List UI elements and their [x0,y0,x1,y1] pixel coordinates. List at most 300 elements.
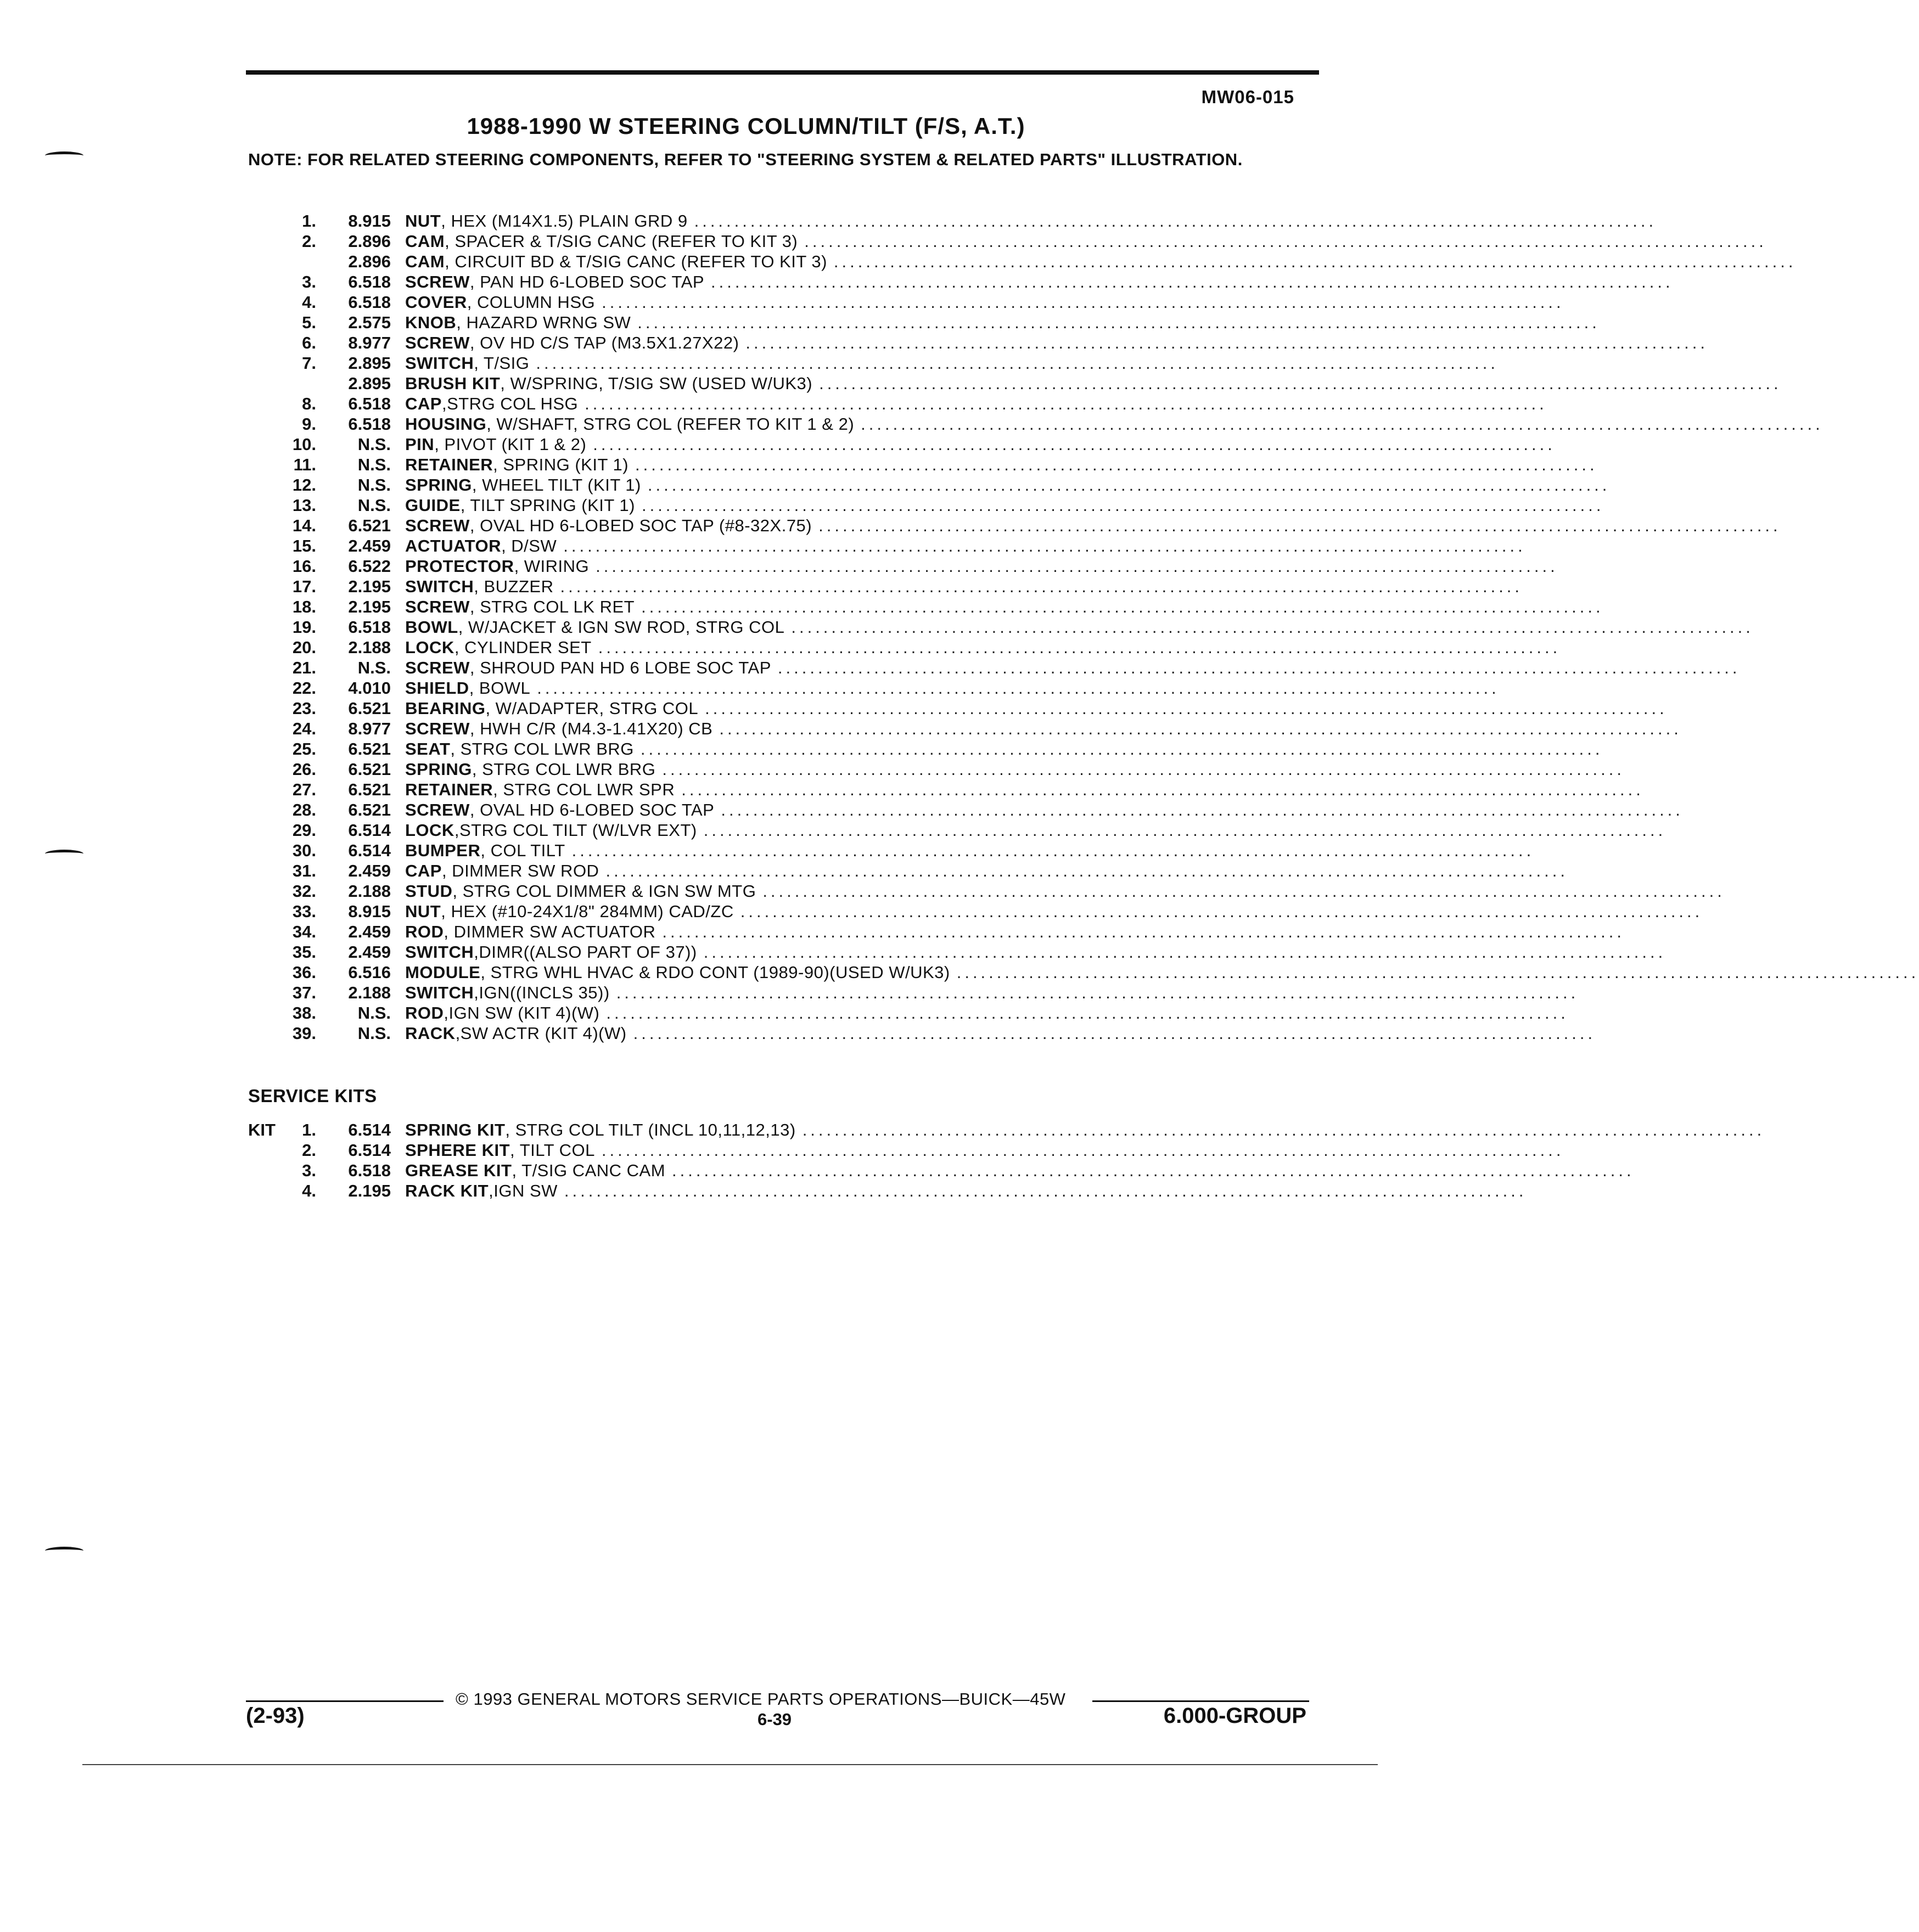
group-number: 2.575 [348,313,391,332]
leader-dots: ........................................................................................................................ [777,658,1741,677]
item-number: 7. [302,353,316,373]
part-row [248,637,1561,658]
part-row [248,495,1604,515]
group-number: 2.459 [348,942,391,962]
part-name: SPRING [405,475,472,495]
part-detail: , SHROUD PAN HD 6 LOBE SOC TAP [469,658,771,677]
part-row [248,211,1657,231]
part-row [248,901,1703,922]
part-description [405,901,1703,922]
part-detail: , HEX (M14X1.5) PLAIN GRD 9 [441,211,688,231]
part-name: HOUSING [405,414,487,434]
footer-rule-right [1092,1700,1309,1702]
part-description [405,678,1500,698]
part-description [405,231,1767,251]
leader-dots: ........................................................................................................................ [596,557,1558,576]
group-number: 6.514 [348,841,391,860]
leader-dots: ........................................................................................................................ [606,1003,1569,1023]
part-row [248,1160,1635,1181]
part-name: CAP [405,394,442,413]
leader-dots: ........................................................................................................................ [719,719,1682,738]
leader-dots: ........................................................................................................................ [601,1141,1564,1160]
part-detail: , SPRING (KIT 1) [493,455,629,474]
part-name: GREASE KIT [405,1161,512,1180]
leader-dots: ........................................................................................................................ [571,841,1535,860]
part-row [248,881,1725,901]
item-number: 6. [302,333,316,352]
part-name: MODULE [405,963,481,982]
group-number: 2.195 [348,1181,391,1200]
part-row [248,962,1919,982]
margin-mark [45,850,83,858]
part-detail: ,DIMR((ALSO PART OF 37)) [474,942,697,962]
part-row [248,556,1558,576]
group-number: 8.977 [348,719,391,738]
part-detail: , COLUMN HSG [467,293,596,312]
group-number: 8.915 [348,211,391,231]
item-number: 5. [302,313,316,332]
part-detail: , WHEEL TILT (KIT 1) [472,475,641,495]
part-detail: ,IGN SW (KIT 4)(W) [444,1003,600,1023]
group-number: 4.010 [348,678,391,698]
item-number: 17. [292,577,316,596]
bottom-rule [82,1764,1378,1765]
leader-dots: ........................................................................................................................ [681,780,1644,799]
group-number: 2.195 [348,577,391,596]
part-description [405,718,1682,739]
part-detail: ,IGN SW [489,1181,558,1200]
part-description [405,515,1781,536]
part-description [405,556,1558,576]
part-description [405,1140,1564,1160]
part-detail: , OVAL HD 6-LOBED SOC TAP (#8-32X.75) [469,516,812,535]
leader-dots: ........................................................................................................................ [633,1024,1596,1043]
part-description [405,1023,1596,1043]
group-number: N.S. [357,658,391,677]
group-number: 2.459 [348,861,391,880]
item-number: 3. [302,272,316,291]
part-name: STUD [405,881,453,901]
item-number: 39. [292,1024,316,1043]
part-description [405,982,1579,1003]
leader-dots: ........................................................................................................................ [635,455,1598,474]
part-description [405,454,1598,475]
item-number: 19. [292,617,316,637]
group-number: 6.518 [348,414,391,434]
group-number: 2.896 [348,232,391,251]
part-description [405,617,1754,637]
leader-dots: ........................................................................................................................ [818,516,1781,535]
part-description [405,475,1611,495]
part-name: SCREW [405,719,470,738]
part-detail: , WIRING [514,557,590,576]
leader-dots: ........................................................................................................................ [605,861,1568,880]
part-description [405,414,1823,434]
part-row [248,312,1600,333]
leader-dots: ........................................................................................................................ [694,211,1657,231]
leader-dots: ........................................................................................................................ [662,922,1625,941]
part-detail: , OVAL HD 6-LOBED SOC TAP [469,800,715,819]
part-description [405,881,1725,901]
part-description [405,1003,1569,1023]
part-name: KNOB [405,313,457,332]
item-number: 21. [292,658,316,677]
part-row [248,1023,1596,1043]
part-description [405,840,1535,861]
item-number: 36. [292,963,316,982]
part-detail: , STRG COL TILT (INCL 10,11,12,13) [505,1120,796,1139]
group-number: N.S. [357,435,391,454]
part-name: ROD [405,1003,444,1023]
part-name: SEAT [405,739,451,759]
part-row [248,251,1797,272]
item-number: 8. [302,394,316,413]
group-number: 6.521 [348,800,391,819]
part-row [248,942,1666,962]
group-number: 6.518 [348,293,391,312]
leader-dots: ........................................................................................................................ [804,232,1767,251]
part-name: SWITCH [405,577,474,596]
part-description [405,576,1523,597]
part-description [405,394,1547,414]
group-number: 2.459 [348,922,391,941]
part-row [248,759,1625,779]
part-description [405,211,1657,231]
part-detail: , T/SIG CANC CAM [512,1161,666,1180]
part-row [248,434,1556,454]
part-description [405,698,1668,718]
part-row [248,394,1547,414]
leader-dots: ........................................................................................................................ [647,475,1611,495]
part-description [405,373,1782,394]
part-row [248,1140,1564,1160]
part-description [405,495,1604,515]
part-detail: ,IGN((INCLS 35)) [474,983,610,1002]
item-number: 38. [292,1003,316,1023]
leader-dots: ........................................................................................................................ [721,800,1684,819]
part-row [248,1003,1569,1023]
group-number: 6.521 [348,780,391,799]
part-row [248,536,1526,556]
leader-dots: ........................................................................................................................ [564,1181,1527,1200]
leader-dots: ........................................................................................................................ [703,821,1666,840]
part-row [248,1120,1765,1140]
part-name: LOCK [405,821,454,840]
part-name: BUMPER [405,841,481,860]
part-name: SCREW [405,658,470,677]
part-detail: , PAN HD 6-LOBED SOC TAP [469,272,705,291]
item-number: 3. [302,1161,316,1180]
group-number: 6.514 [348,1141,391,1160]
part-description [405,333,1708,353]
part-detail: , STRG COL DIMMER & IGN SW MTG [452,881,756,901]
part-description [405,942,1666,962]
part-row [248,576,1523,597]
part-name: ACTUATOR [405,536,502,555]
group-number: 2.188 [348,638,391,657]
part-name: SCREW [405,272,470,291]
leader-dots: ........................................................................................................................ [833,252,1797,271]
part-description [405,739,1603,759]
part-name: RACK KIT [405,1181,489,1200]
item-number: 15. [292,536,316,555]
part-name: SPRING KIT [405,1120,506,1139]
item-number: 1. [302,211,316,231]
leader-dots: ........................................................................................................................ [637,313,1600,332]
leader-dots: ........................................................................................................................ [672,1161,1635,1180]
part-row [248,333,1708,353]
item-number: 33. [292,902,316,921]
group-number: 6.518 [348,617,391,637]
leader-dots: ........................................................................................................................ [711,272,1674,291]
part-detail: , W/SHAFT, STRG COL (REFER TO KIT 1 & 2) [486,414,855,434]
part-name: RETAINER [405,780,493,799]
part-row [248,617,1754,637]
group-number: 2.896 [348,252,391,271]
part-name: RACK [405,1024,456,1043]
leader-dots: ........................................................................................................................ [536,353,1499,373]
item-number: 11. [293,455,316,474]
item-number: 30. [292,841,316,860]
part-description [405,536,1526,556]
group-number: 2.195 [348,597,391,616]
part-description [405,272,1674,292]
leader-dots: ........................................................................................................................ [956,963,1919,982]
part-row [248,658,1741,678]
part-name: SCREW [405,516,470,535]
part-name: CAM [405,252,445,271]
part-name: SWITCH [405,942,474,962]
leader-dots: ........................................................................................................................ [560,577,1523,596]
part-name: SCREW [405,800,470,819]
part-row [248,292,1564,312]
part-description [405,779,1644,800]
part-detail: , TILT SPRING (KIT 1) [460,496,635,515]
part-detail: , STRG COL LWR BRG [450,739,634,759]
part-name: SCREW [405,597,470,616]
part-detail: , STRG COL LK RET [469,597,635,616]
date-code: (2-93) [246,1704,305,1728]
part-name: COVER [405,293,467,312]
part-description [405,353,1499,373]
part-name: SHIELD [405,678,469,698]
part-row [248,861,1568,881]
part-row [248,718,1682,739]
group-number: 2.895 [348,374,391,393]
part-row [248,414,1823,434]
group-number: 6.514 [348,1120,391,1139]
part-detail: , OV HD C/S TAP (M3.5X1.27X22) [469,333,739,352]
part-name: SWITCH [405,983,474,1002]
part-description [405,1120,1765,1140]
leader-dots: ........................................................................................................................ [593,435,1556,454]
part-detail: , HAZARD WRNG SW [456,313,631,332]
part-description [405,292,1564,312]
item-number: 25. [292,739,316,759]
part-name: BRUSH KIT [405,374,501,393]
part-description [405,658,1741,678]
part-row [248,353,1499,373]
leader-dots: ........................................................................................................................ [537,678,1500,698]
leader-dots: ........................................................................................................................ [791,617,1754,637]
leader-dots: ........................................................................................................................ [662,760,1625,779]
part-detail: , W/SPRING, T/SIG SW (USED W/UK3) [500,374,813,393]
group-number: 6.521 [348,516,391,535]
group-number: 8.915 [348,902,391,921]
item-number: 12. [292,475,316,495]
item-number: 13. [292,496,316,515]
margin-mark [45,151,83,160]
part-detail: ,SW ACTR (KIT 4)(W) [455,1024,627,1043]
item-number: 34. [292,922,316,941]
part-detail: , T/SIG [474,353,530,373]
part-detail: ,STRG COL HSG [441,394,579,413]
part-detail: , DIMMER SW ROD [441,861,599,880]
leader-dots: ........................................................................................................................ [703,942,1666,962]
leader-dots: ........................................................................................................................ [819,374,1782,393]
group-number: 2.895 [348,353,391,373]
group-number: 6.521 [348,699,391,718]
group-number: 6.521 [348,760,391,779]
item-number: 16. [292,557,316,576]
part-row [248,272,1674,292]
part-name: RETAINER [405,455,493,474]
part-row [248,800,1684,820]
service-kits-heading: SERVICE KITS [248,1086,377,1106]
part-row [248,373,1782,394]
part-name: SPRING [405,760,472,779]
part-name: SCREW [405,333,470,352]
item-number: 4. [302,293,316,312]
item-number: 4. [302,1181,316,1200]
item-number: 31. [292,861,316,880]
page-title: 1988-1990 W STEERING COLUMN/TILT (F/S, A.T.) [467,113,1025,139]
part-row [248,515,1781,536]
part-name: PROTECTOR [405,557,514,576]
part-detail: , STRG WHL HVAC & RDO CONT (1989-90)(USED W/UK3) [480,963,950,982]
copyright-text: © 1993 GENERAL MOTORS SERVICE PARTS OPERATIONS—BUICK—45W [456,1689,1066,1709]
part-name: SPHERE KIT [405,1141,510,1160]
leader-dots: ........................................................................................................................ [762,881,1725,901]
group-number: 6.518 [348,272,391,291]
note-text: NOTE: FOR RELATED STEERING COMPONENTS, REFER TO "STEERING SYSTEM & RELATED PARTS" ILLUSTRATION. [248,150,1243,169]
item-number: 29. [292,821,316,840]
leader-dots: ........................................................................................................................ [740,902,1703,921]
part-name: CAP [405,861,442,880]
group-number: 2.459 [348,536,391,555]
leader-dots: ........................................................................................................................ [585,394,1547,413]
leader-dots: ........................................................................................................................ [641,496,1604,515]
group-number: 6.514 [348,821,391,840]
item-number: 26. [292,760,316,779]
part-name: CAM [405,232,445,251]
part-name: SWITCH [405,353,474,373]
item-number: 20. [292,638,316,657]
part-description [405,434,1556,454]
item-number: 2. [302,232,316,251]
part-row [248,840,1535,861]
part-detail: , W/ADAPTER, STRG COL [485,699,699,718]
item-number: 27. [292,780,316,799]
part-description [405,312,1600,333]
part-row [248,698,1668,718]
leader-dots: ........................................................................................................................ [745,333,1708,352]
group-number: N.S. [357,1024,391,1043]
part-row [248,475,1611,495]
group-label: 6.000-GROUP [1163,1704,1306,1728]
part-detail: , D/SW [501,536,557,555]
margin-mark [45,1547,83,1555]
part-row [248,231,1767,251]
part-detail: , SPACER & T/SIG CANC (REFER TO KIT 3) [445,232,798,251]
part-row [248,454,1598,475]
part-detail: , HEX (#10-24X1/8" 284MM) CAD/ZC [441,902,734,921]
leader-dots: ........................................................................................................................ [563,536,1526,555]
leader-dots: ........................................................................................................................ [640,739,1603,759]
item-number: 1. [302,1120,316,1139]
group-number: 6.521 [348,739,391,759]
part-detail: , STRG COL LWR BRG [472,760,656,779]
part-description [405,1160,1635,1181]
item-number: 14. [292,516,316,535]
part-detail: , DIMMER SW ACTUATOR [444,922,656,941]
part-description [405,922,1625,942]
item-number: 22. [292,678,316,698]
part-row [248,739,1603,759]
leader-dots: ........................................................................................................................ [861,414,1823,434]
part-row [248,597,1604,617]
page-number: 6-39 [758,1710,792,1729]
item-number: 18. [292,597,316,616]
service-kits-list [248,1120,1765,1201]
part-detail: ,STRG COL TILT (W/LVR EXT) [454,821,697,840]
part-description [405,1181,1527,1201]
leader-dots: ........................................................................................................................ [705,699,1668,718]
item-number: 2. [302,1141,316,1160]
item-number: 9. [302,414,316,434]
item-number: 24. [292,719,316,738]
part-description [405,861,1568,881]
leader-dots: ........................................................................................................................ [802,1120,1765,1139]
group-number: 6.518 [348,1161,391,1180]
part-name: PIN [405,435,435,454]
part-detail: , PIVOT (KIT 1 & 2) [434,435,587,454]
item-number: 32. [292,881,316,901]
top-rule [246,70,1319,75]
parts-list [248,211,1919,1043]
doc-code: MW06-015 [1201,87,1294,107]
part-row [248,779,1644,800]
part-row [248,982,1579,1003]
part-row [248,1181,1527,1201]
leader-dots: ........................................................................................................................ [598,638,1561,657]
group-number: N.S. [357,1003,391,1023]
part-description [405,800,1684,820]
group-number: N.S. [357,496,391,515]
group-number: 2.188 [348,881,391,901]
part-name: NUT [405,902,441,921]
item-number: 37. [292,983,316,1002]
part-name: LOCK [405,638,454,657]
group-number: 6.516 [348,963,391,982]
part-detail: , CIRCUIT BD & T/SIG CANC (REFER TO KIT 3) [445,252,827,271]
item-number: 28. [292,800,316,819]
group-number: 6.518 [348,394,391,413]
part-detail: , BOWL [469,678,531,698]
part-row [248,922,1625,942]
part-name: BEARING [405,699,486,718]
part-detail: , TILT COL [510,1141,595,1160]
